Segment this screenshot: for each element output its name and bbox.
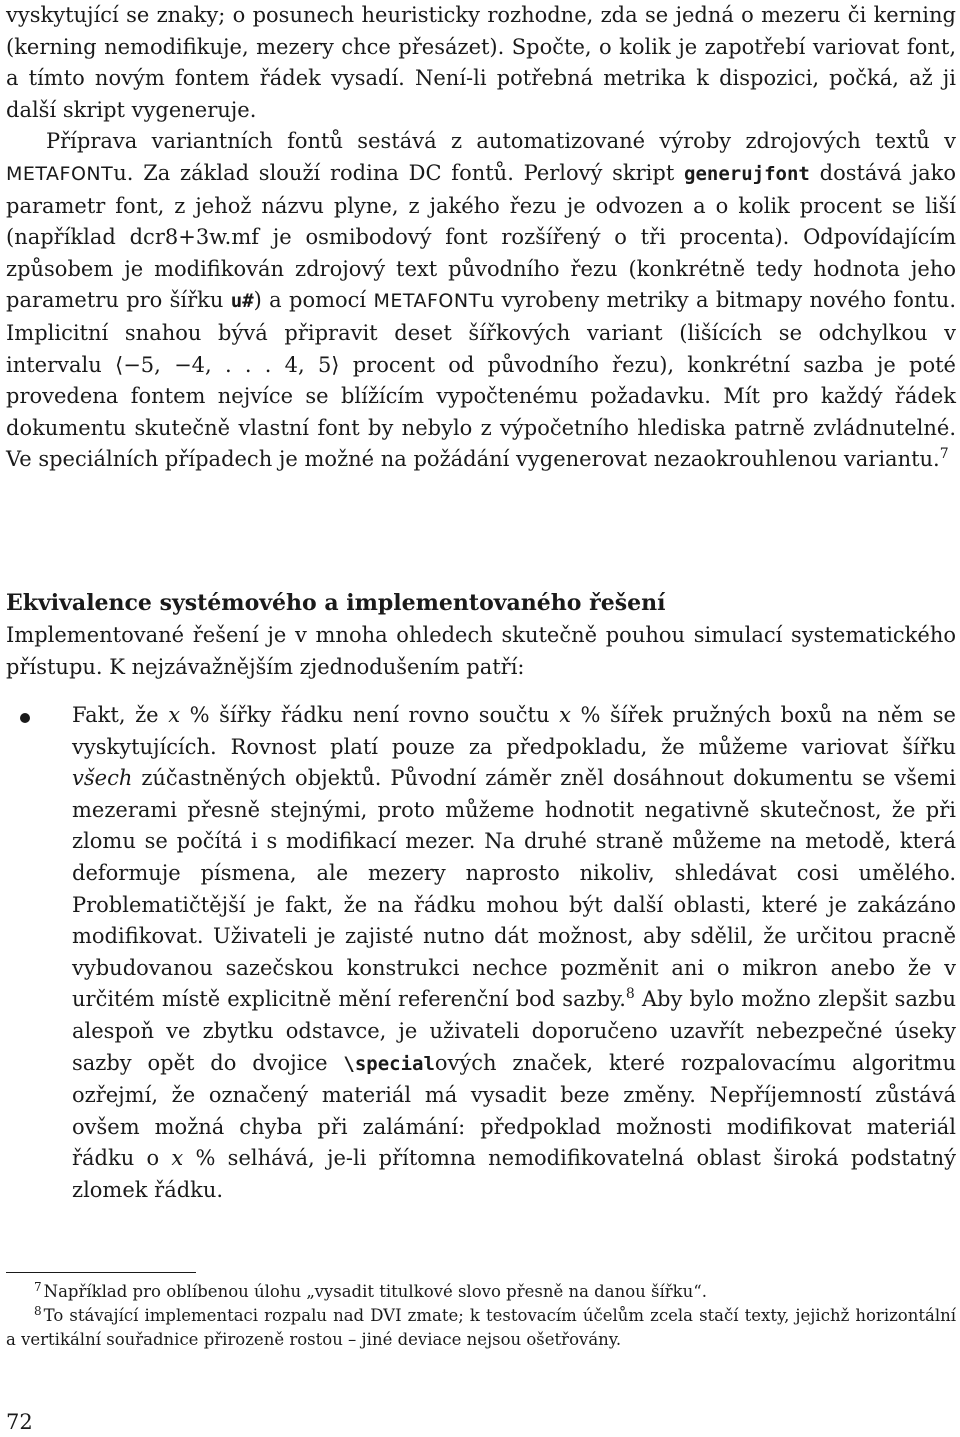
metafont-logo: METAFONT	[373, 290, 481, 313]
footnote-7: $^7$ Například pro oblíbenou úlohu „vysadit titulkové slovo přesně na danou šířku“.	[34, 1279, 707, 1301]
footnote-divider	[6, 1272, 196, 1273]
paragraph-2: Příprava variantních fontů sestává z automatizované výroby zdrojových textů v METAFONTu. Za základ slouží rodina DC fontů. Perlový skript generujfont dostává jako parametr font, z jehož názvu plyne, z jakého řezu je odvozen a o kolik procent se liší (například dcr8+3w.mf je osmibodový font rozšířený o tři procenta). Odpovídajícím způsobem je modifikován zdrojový text původního řezu (konkrétně tedy hodnota jeho parametru pro šířku u#) a pomocí METAFONTu vyrobeny metriky a bitmapy nového fontu. Implicitní snahou bývá připravit deset šířkových variant (lišících se odchylkou v intervalu ⟨−5, −4, . . . 4, 5⟩ procent od původního řezu), konkrétní sazba je poté provedena fontem nejvíce se blížícím vypočtenému požadavku. Mít pro každý řádek dokumentu skutečně vlastní font by nebylo z výpočetního hlediska patrně zvládnutelné. Ve speciálních případech je možné na požádání vygenerovat nezaokrouhlenou variantu.$^7$	[6, 129, 957, 472]
footnote-8: $^8$ To stávající implementaci rozpalu nad DVI zmate; k testovacím účelům zcela stačí texty, jejichž horizontální a vertikální souřadnice přirozeně rostou – jiné deviace nejsou ošetřovány.	[6, 1303, 956, 1349]
list-item: Fakt, že x % šířky řádku není rovno součtu x % šířek pružných boxů na něm se vyskytujících. Rovnost platí pouze za předpokladu, že můžeme variovat šířku všech zúčastněných objektů. Původní záměr zněl dosáhnout dokumentu se všemi mezerami přesně stejnými, proto můžeme hodnotit negativně skutečnost, že při zlomu se počítá i s modifikací mezer. Na druhé straně můžeme na metodě, která deformuje písmena, ale mezery naprosto nikoliv, shledávat cosi umělého. Problematičtější je fakt, že na řádku mohou být další oblasti, které je zakázáno modifikovat. Uživateli je zajisté nutno dát možnost, aby sdělil, že určitou pracně vybudovanou sazečskou konstrukci nechce pozměnit ani o mikron anebo že v určitém místě explicitně mění referenční bod sazby.$^8$ Aby bylo možno zlepšit sazbu alespoň ve zbytku odstavce, je uživateli doporučeno uzavřít nebezpečné úseky sazby opět do dvojice \specialových značek, které rozpalovacímu algoritmu ozřejmí, že označený materiál má vysadit beze změny. Nepříjemností zůstává ovšem možná chyba při zalámání: předpoklad možnosti modifikovat materiál řádku o x % selhává, je-li přítomna nemodifikovatelná oblast široká podstatný zlomek řádku.	[6, 700, 956, 1207]
bullet-list	[6, 700, 956, 1207]
math-x: x	[168, 703, 181, 727]
code-u-hash: u#	[230, 290, 254, 313]
code-generujfont: generujfont	[684, 162, 810, 185]
footnote-ref-7[interactable]: 7	[939, 446, 949, 463]
math-x: x	[559, 703, 571, 727]
section-title: Ekvivalence systémového a implementovaného řešení	[6, 590, 666, 616]
paragraph-1: vyskytující se znaky; o posunech heuristicky rozhodne, zda se jedná o mezeru či kerning (kerning nemodifikuje, mezery chce přesázet). Spočte, o kolik je zapotřebí variovat font, a tímto novým fontem řádek vysadí. Není-li potřebná metrika k dispozici, počká, až ji další skript vygeneruje.	[6, 3, 956, 122]
footnote-number: 7	[34, 1279, 42, 1294]
footnotes	[6, 1280, 956, 1352]
body-text-top	[6, 0, 956, 476]
math-x: x	[171, 1146, 184, 1171]
footnote-number: 8	[34, 1303, 42, 1318]
bullet-icon	[20, 713, 30, 723]
section-intro: Implementované řešení je v mnoha ohledech skutečně pouhou simulací systematického přístupu. K nejzávažnějším zjednodušením patří:	[6, 623, 956, 679]
footnote-ref-8[interactable]: 8	[625, 986, 635, 1003]
code-special: \special	[343, 1052, 435, 1075]
emphasis: všech	[72, 766, 133, 791]
page-number: 72	[6, 1410, 33, 1434]
metafont-logo: METAFONT	[6, 162, 114, 185]
